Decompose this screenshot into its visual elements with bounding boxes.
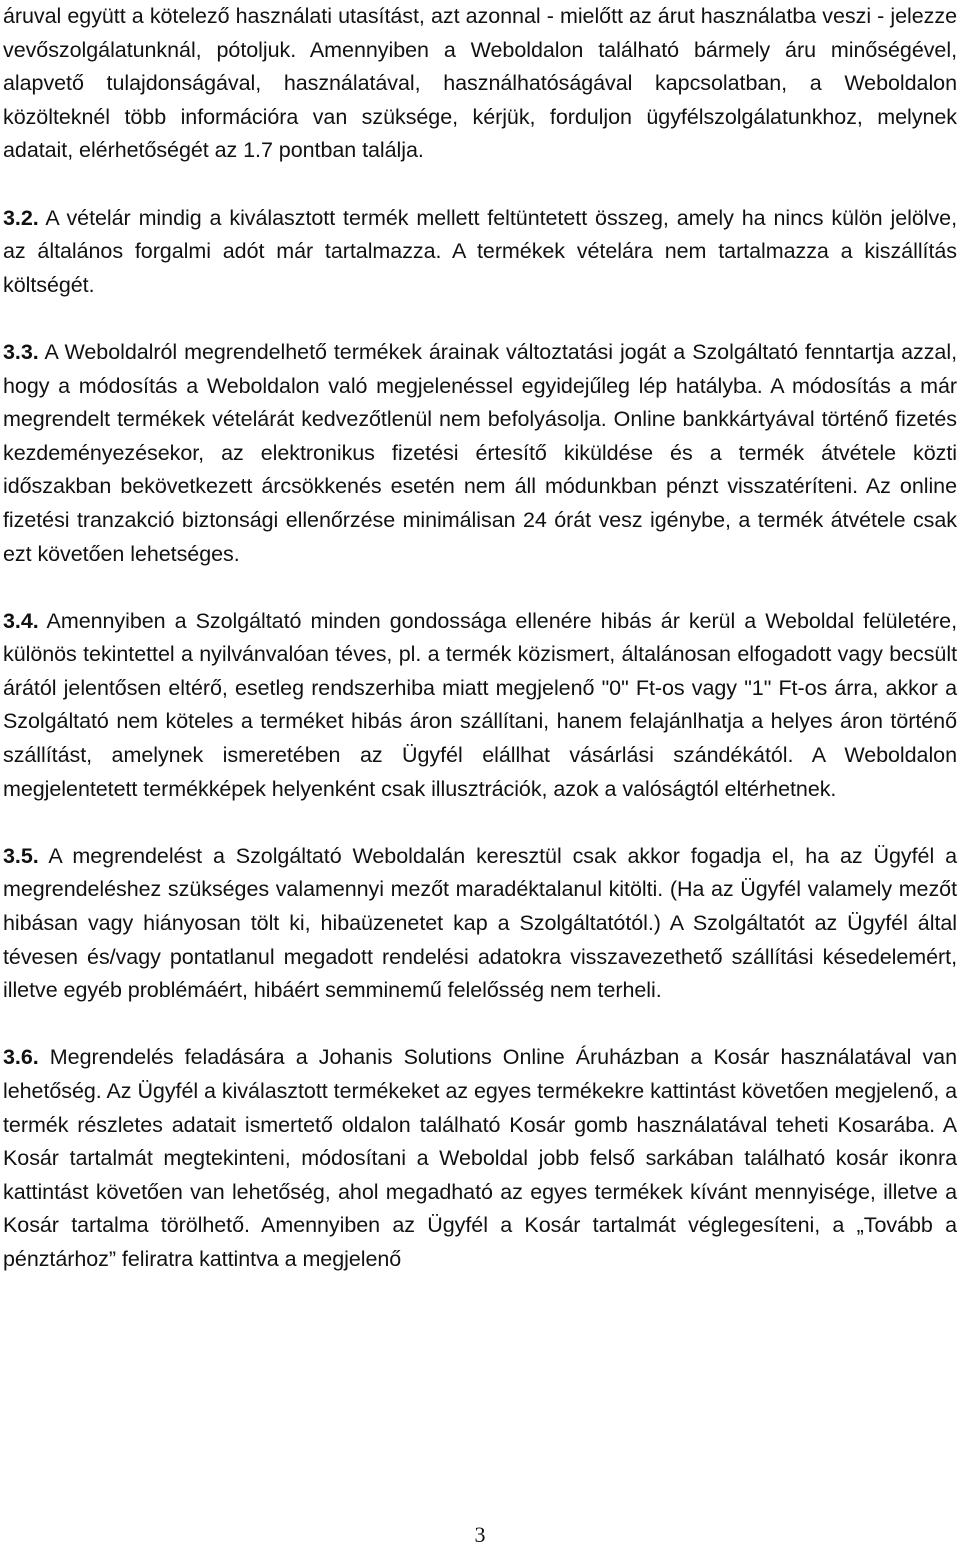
paragraph-intro <box>3 0 957 168</box>
paragraph-text: Megrendelés feladására a Johanis Solutions Online Áruházban a Kosár használatával van lehetőség. Az Ügyfél a kiválasztott termékeket az egyes termékekre kattintást követően megjelenő, a termék részletes adatait ismertető oldalon található Kosár gomb használatával teheti Kosarába. A Kosár tartalmát megtekinteni, módosítani a Weboldal jobb felső sarkában található kosár ikonra kattintást követően van lehetőség, ahol megadható az egyes termékek kívánt mennyisége, illetve a Kosár tartalma törölhető. Amennyiben az Ügyfél a Kosár tartalmát véglegesíteni, a „Tovább a pénztárhoz” feliratra kattintva a megjelenő <box>3 1045 957 1271</box>
paragraph-3-6 <box>3 1041 957 1276</box>
paragraph-text: A megrendelést a Szolgáltató Weboldalán keresztül csak akkor fogadja el, ha az Ügyfél a megrendeléshez szükséges valamennyi mezőt maradéktalanul kitölti. (Ha az Ügyfél valamely mezőt hibásan vagy hiányosan tölt ki, hibaüzenetet kap a Szolgáltatótól.) A Szolgáltatót az Ügyfél által tévesen és/vagy pontatlanul megadott rendelési adatokra visszavezethető szállítási késedelemért, illetve egyéb problémáért, hibáért semminemű felelősség nem terheli. <box>3 843 957 1003</box>
section-number: 3.6. <box>3 1045 39 1070</box>
paragraph-text: A Weboldalról megrendelhető termékek árainak változtatási jogát a Szolgáltató fenntartja azzal, hogy a módosítás a Weboldalon való megjelenéssel egyidejűleg lép hatályba. A módosítás a már megrendelt termékek vételárát kedvezőtlenül nem befolyásolja. Online bankkártyával történő fizetés kezdeményezésekor, az elektronikus fizetési értesítő kiküldése és a termék átvétele közti időszakban bekövetkezett árcsökkenés esetén nem áll módunkban pénzt visszatéríteni. Az online fizetési tranzakció biztonsági ellenőrzése minimálisan 24 órát vesz igénybe, a termék átvétele csak ezt követően lehetséges. <box>3 339 957 566</box>
paragraph-3-5 <box>3 840 957 1008</box>
page-number: 3 <box>474 1522 486 1547</box>
section-number: 3.4. <box>3 608 39 633</box>
paragraph-text: Amennyiben a Szolgáltató minden gondossága ellenére hibás ár kerül a Weboldal felületére, különös tekintettel a nyilvánvalóan téves, pl. a termék közismert, általánosan elfogadott vagy becsült árától jelentősen eltérő, esetleg rendszerhiba miatt megjelenő "0" Ft-os vagy "1" Ft-os árra, akkor a Szolgáltató nem köteles a terméket hibás áron szállítani, hanem felajánlhatja a helyes áron történő szállítást, amelynek ismeretében az Ügyfél elállhat vásárlási szándékától. A Weboldalon megjelentetett termékképek helyenként csak illusztrációk, azok a valóságtól eltérhetnek. <box>3 608 957 801</box>
paragraph-text: A vételár mindig a kiválasztott termék mellett feltüntetett összeg, amely ha nincs külön jelölve, az általános forgalmi adót már tartalmazza. A termékek vételára nem tartalmazza a kiszállítás költségét. <box>3 205 957 297</box>
section-number: 3.2. <box>3 205 39 230</box>
paragraph-3-3 <box>3 336 957 571</box>
paragraph-3-2 <box>3 202 957 303</box>
paragraph-text: áruval együtt a kötelező használati utasítást, azt azonnal - mielőtt az árut használatba veszi - jelezze vevőszolgálatunknál, pótoljuk. Amennyiben a Weboldalon található bármely áru minőségével, alapvető tulajdonságával, használatával, használhatóságával kapcsolatban, a Weboldalon közölteknél több információra van szüksége, kérjük, forduljon ügyfélszolgálatunkhoz, melynek adatait, elérhetőségét az 1.7 pontban találja. <box>3 4 957 163</box>
section-number: 3.3. <box>3 339 39 364</box>
paragraph-3-4 <box>3 605 957 807</box>
document-page <box>3 0 957 1277</box>
section-number: 3.5. <box>3 843 39 868</box>
